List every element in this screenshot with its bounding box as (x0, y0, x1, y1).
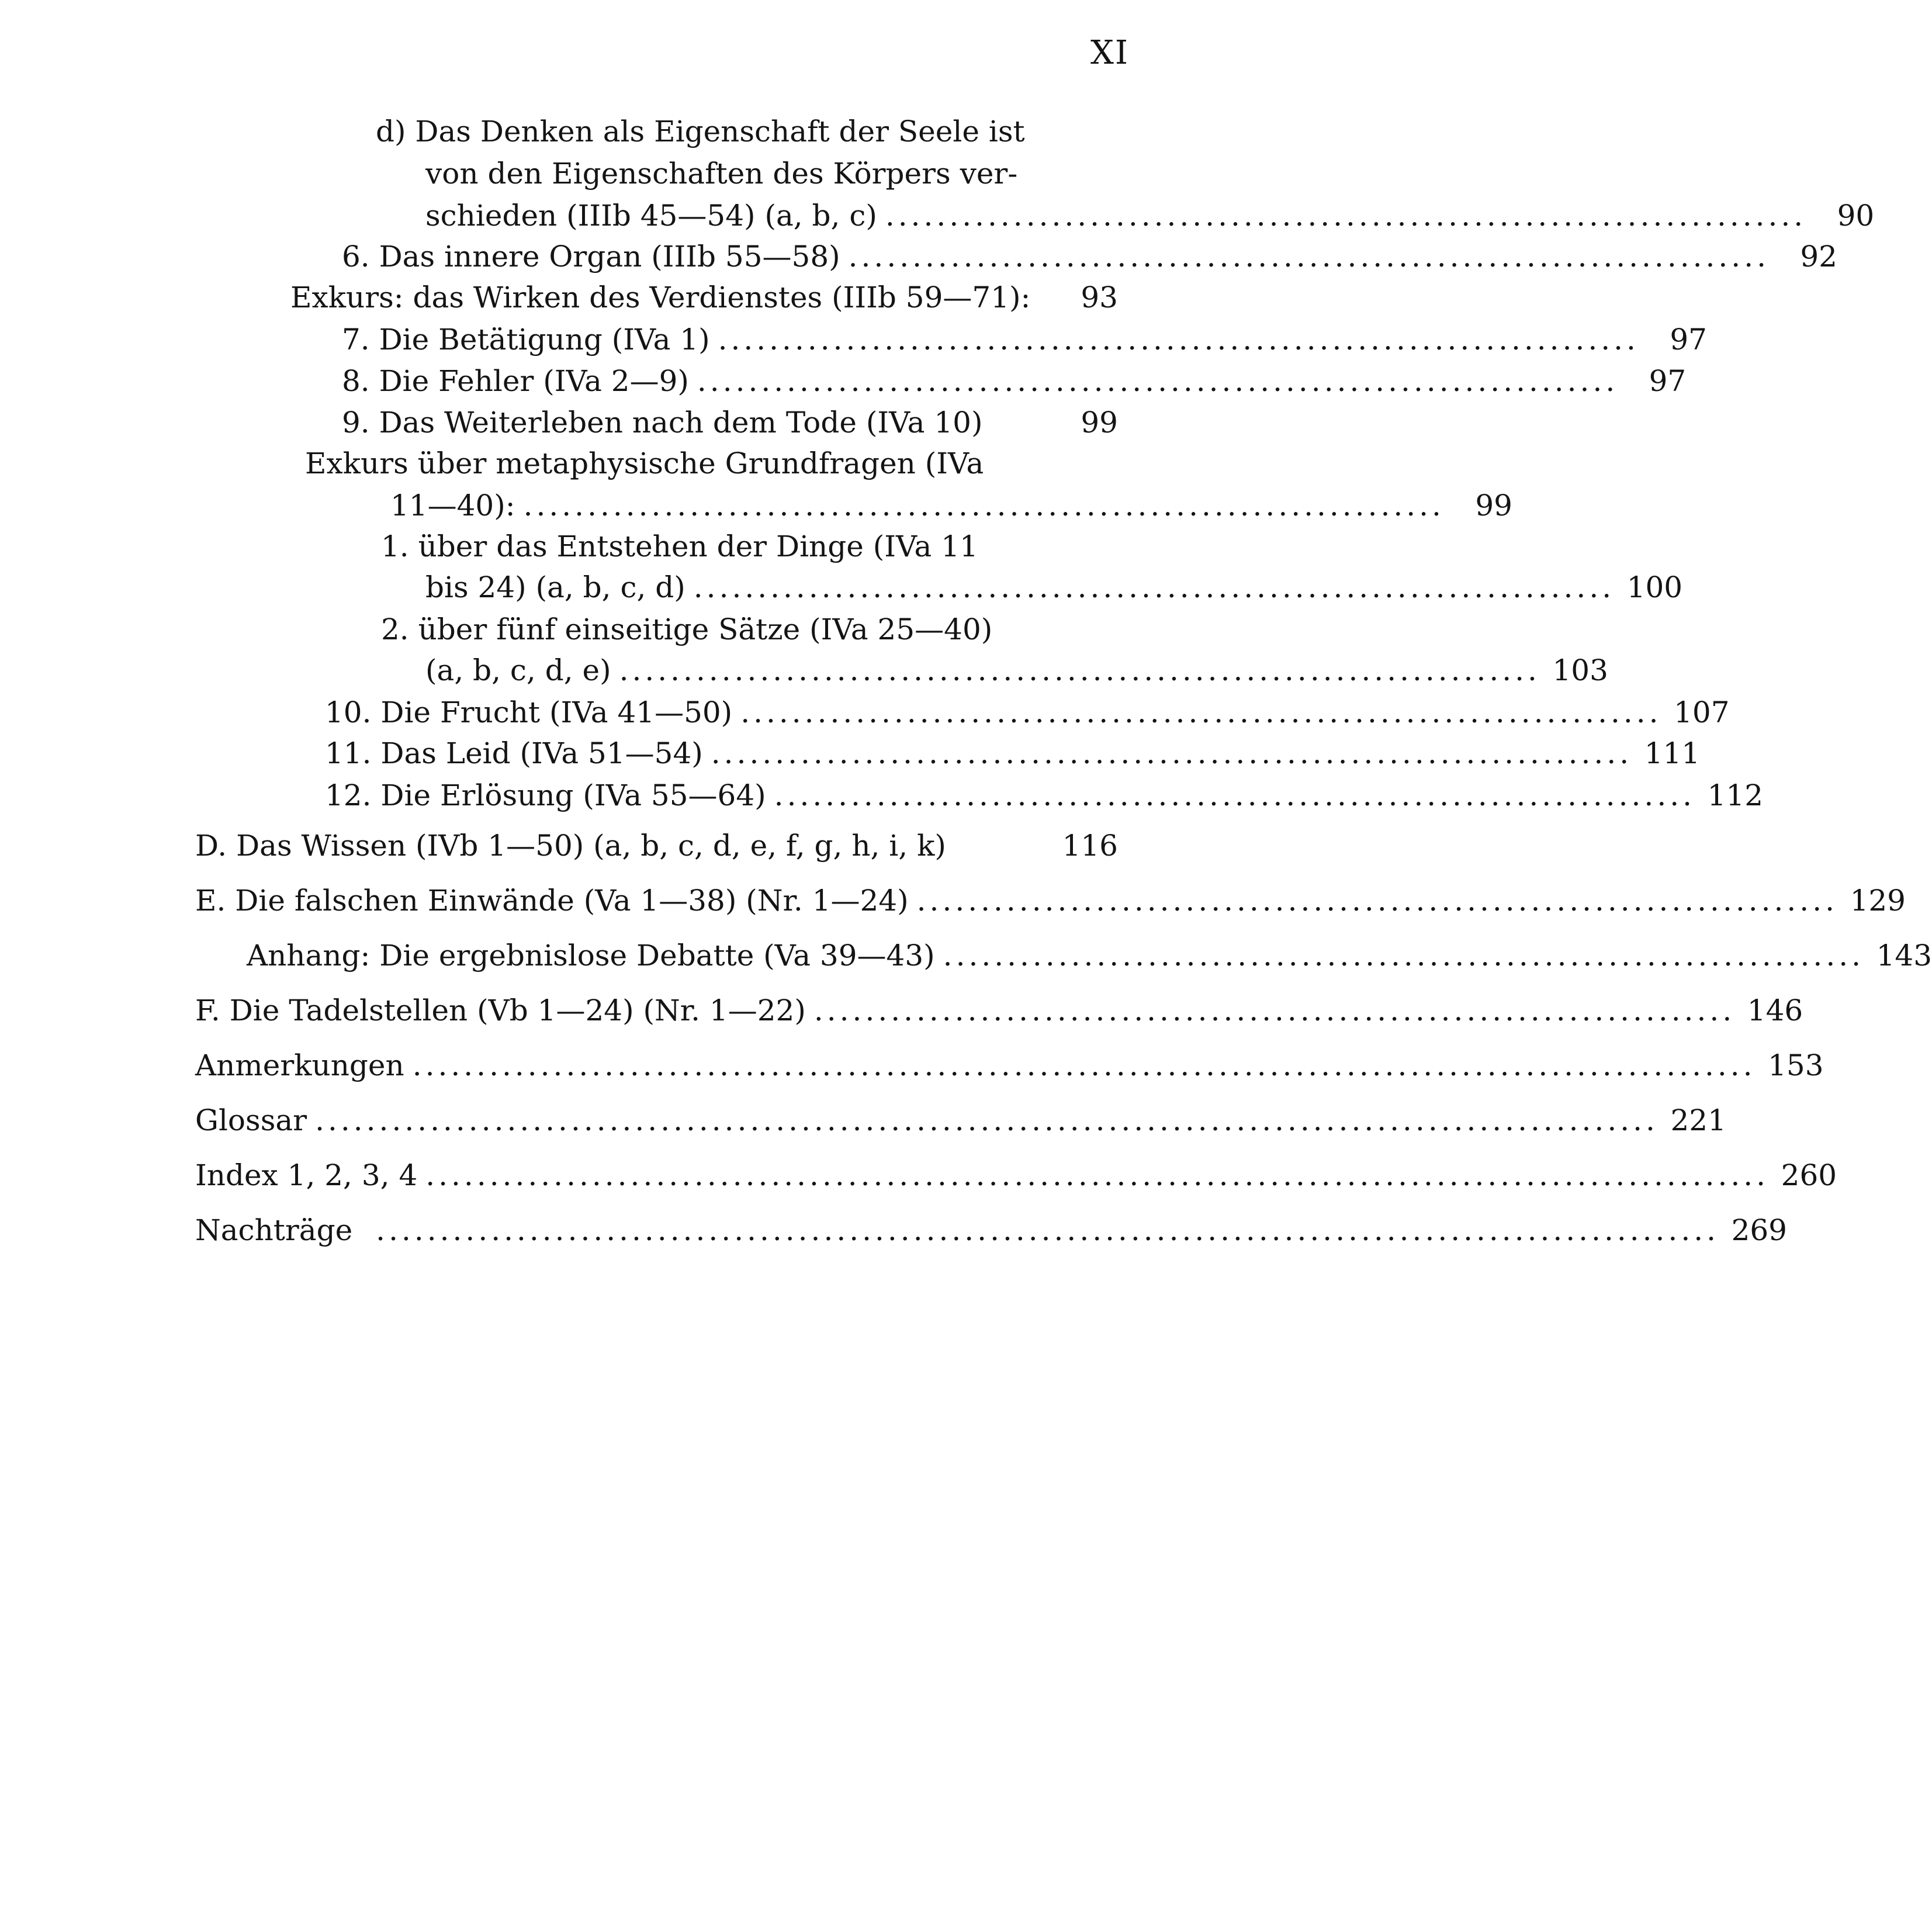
toc-entry-title: schieden (IIIb 45—54) (a, b, c) (425, 199, 877, 233)
toc-entry-page: 111 (1644, 736, 1701, 770)
toc-entry-page: 93 (1081, 281, 1118, 314)
toc-entry (425, 567, 1683, 608)
toc-entry-title: Glossar (195, 1103, 307, 1137)
toc-entry-title: 8. Die Fehler (IVa 2—9) (342, 364, 689, 398)
leader-dots: ........................................................................ (711, 736, 1633, 770)
toc-entry (195, 1210, 1787, 1251)
toc-entry-title: 9. Das Weiterleben nach dem Tode (IVa 10) (342, 406, 983, 439)
toc-entry-text: d) Das Denken als Eigenschaft der Seele ist (376, 115, 1025, 148)
leader-dots: ........................................................................ (697, 364, 1619, 398)
toc-entry (342, 319, 1707, 360)
toc-entry-text: von den Eigenschaften des Körpers ver- (425, 157, 1018, 191)
toc-entry-title: 12. Die Erlösung (IVa 55—64) (325, 778, 766, 812)
toc-entry (247, 935, 1932, 976)
toc-entry-page: 143 (1876, 939, 1932, 972)
leader-dots: ........................................................................ (693, 570, 1615, 604)
toc-entry-page: 269 (1731, 1213, 1787, 1247)
toc-entry (195, 825, 1118, 866)
toc-entry-page: 112 (1707, 778, 1764, 812)
toc-entry-title: bis 24) (a, b, c, d) (425, 570, 685, 604)
toc-entry-page: 116 (1062, 829, 1118, 863)
leader-dots: ........................................................................ (813, 994, 1736, 1027)
toc-entry (342, 402, 1118, 443)
page-number: XI (1090, 34, 1129, 72)
leader-dots: ........................................................................ (774, 778, 1696, 812)
toc-entry-page: 97 (1649, 364, 1687, 398)
toc-entry-title: Exkurs: das Wirken des Verdienstes (IIIb 59—71): (290, 281, 1031, 314)
leader-dots: ........................................................................ (523, 489, 1445, 522)
toc-entry-text: 1. über das Entstehen der Dinge (IVa 11 (381, 529, 978, 563)
toc-entry-page: 221 (1670, 1103, 1726, 1137)
toc-entry-title: F. Die Tadelstellen (Vb 1—24) (Nr. 1—22) (195, 994, 806, 1027)
leader-dots: ......................................................................................................... (376, 1213, 1719, 1247)
toc-entry-title: Nachträge (195, 1213, 353, 1247)
toc-entry (342, 361, 1687, 402)
toc-entry-title: 10. Die Frucht (IVa 41—50) (325, 695, 733, 729)
leader-dots: ........................................................................ (619, 653, 1540, 687)
toc-entry-page: 99 (1081, 406, 1118, 439)
toc-entry (425, 195, 1875, 236)
toc-entry (195, 1155, 1837, 1196)
toc-entry-page: 103 (1552, 653, 1608, 687)
toc-entry (325, 733, 1701, 774)
toc-entry-page: 146 (1747, 994, 1803, 1027)
leader-dots: ......................................................................................................... (425, 1158, 1770, 1192)
toc-entry-page: 100 (1626, 570, 1683, 604)
toc-entry-title: 7. Die Betätigung (IVa 1) (342, 323, 710, 357)
toc-entry-page: 129 (1850, 884, 1906, 918)
toc-entry-title: Index 1, 2, 3, 4 (195, 1158, 418, 1192)
leader-dots: ........................................................................ (943, 939, 1865, 972)
toc-entry (425, 650, 1608, 691)
toc-entry (342, 236, 1837, 277)
leader-dots: ........................................................................ (885, 199, 1807, 233)
toc-entry-text: Exkurs über metaphysische Grundfragen (IVa (305, 447, 984, 480)
toc-entry-page: 92 (1800, 240, 1837, 274)
toc-entry (325, 692, 1730, 733)
toc-entry (325, 775, 1764, 816)
toc-entry (195, 990, 1803, 1031)
leader-dots: ........................................................................ (718, 323, 1639, 357)
toc-entry-title: 11—40): (390, 489, 515, 522)
toc-entry-page: 99 (1475, 489, 1512, 522)
leader-dots: ......................................................................................................... (315, 1103, 1659, 1137)
toc-entry-title: Anhang: Die ergebnislose Debatte (Va 39—43) (247, 939, 935, 972)
toc-entry (195, 1045, 1824, 1086)
toc-entry (390, 485, 1512, 526)
toc-entry-page: 90 (1837, 199, 1875, 233)
leader-dots: ........................................................................ (848, 240, 1770, 274)
toc-entry-title: D. Das Wissen (IVb 1—50) (a, b, c, d, e, f, g, h, i, k) (195, 829, 946, 863)
leader-dots: ........................................................................ (740, 695, 1662, 729)
toc-entry-text: 2. über fünf einseitige Sätze (IVa 25—40) (381, 612, 993, 646)
toc-entry-page: 260 (1781, 1158, 1837, 1192)
toc-entry (290, 277, 1118, 318)
toc-entry (195, 1100, 1726, 1141)
toc-entry (195, 880, 1906, 921)
toc-entry-page: 97 (1670, 323, 1707, 357)
toc-entry-title: 6. Das innere Organ (IIIb 55—58) (342, 240, 840, 274)
toc-entry-title: 11. Das Leid (IVa 51—54) (325, 736, 703, 770)
toc-entry-page: 153 (1768, 1048, 1824, 1082)
leader-dots: ........................................................................ (916, 884, 1838, 918)
toc-entry-title: (a, b, c, d, e) (425, 653, 611, 687)
toc-entry-title: Anmerkungen (195, 1048, 404, 1082)
toc-entry-title: E. Die falschen Einwände (Va 1—38) (Nr. 1—24) (195, 884, 909, 918)
leader-dots: ......................................................................................................... (412, 1048, 1756, 1082)
toc-entry-page: 107 (1674, 695, 1730, 729)
